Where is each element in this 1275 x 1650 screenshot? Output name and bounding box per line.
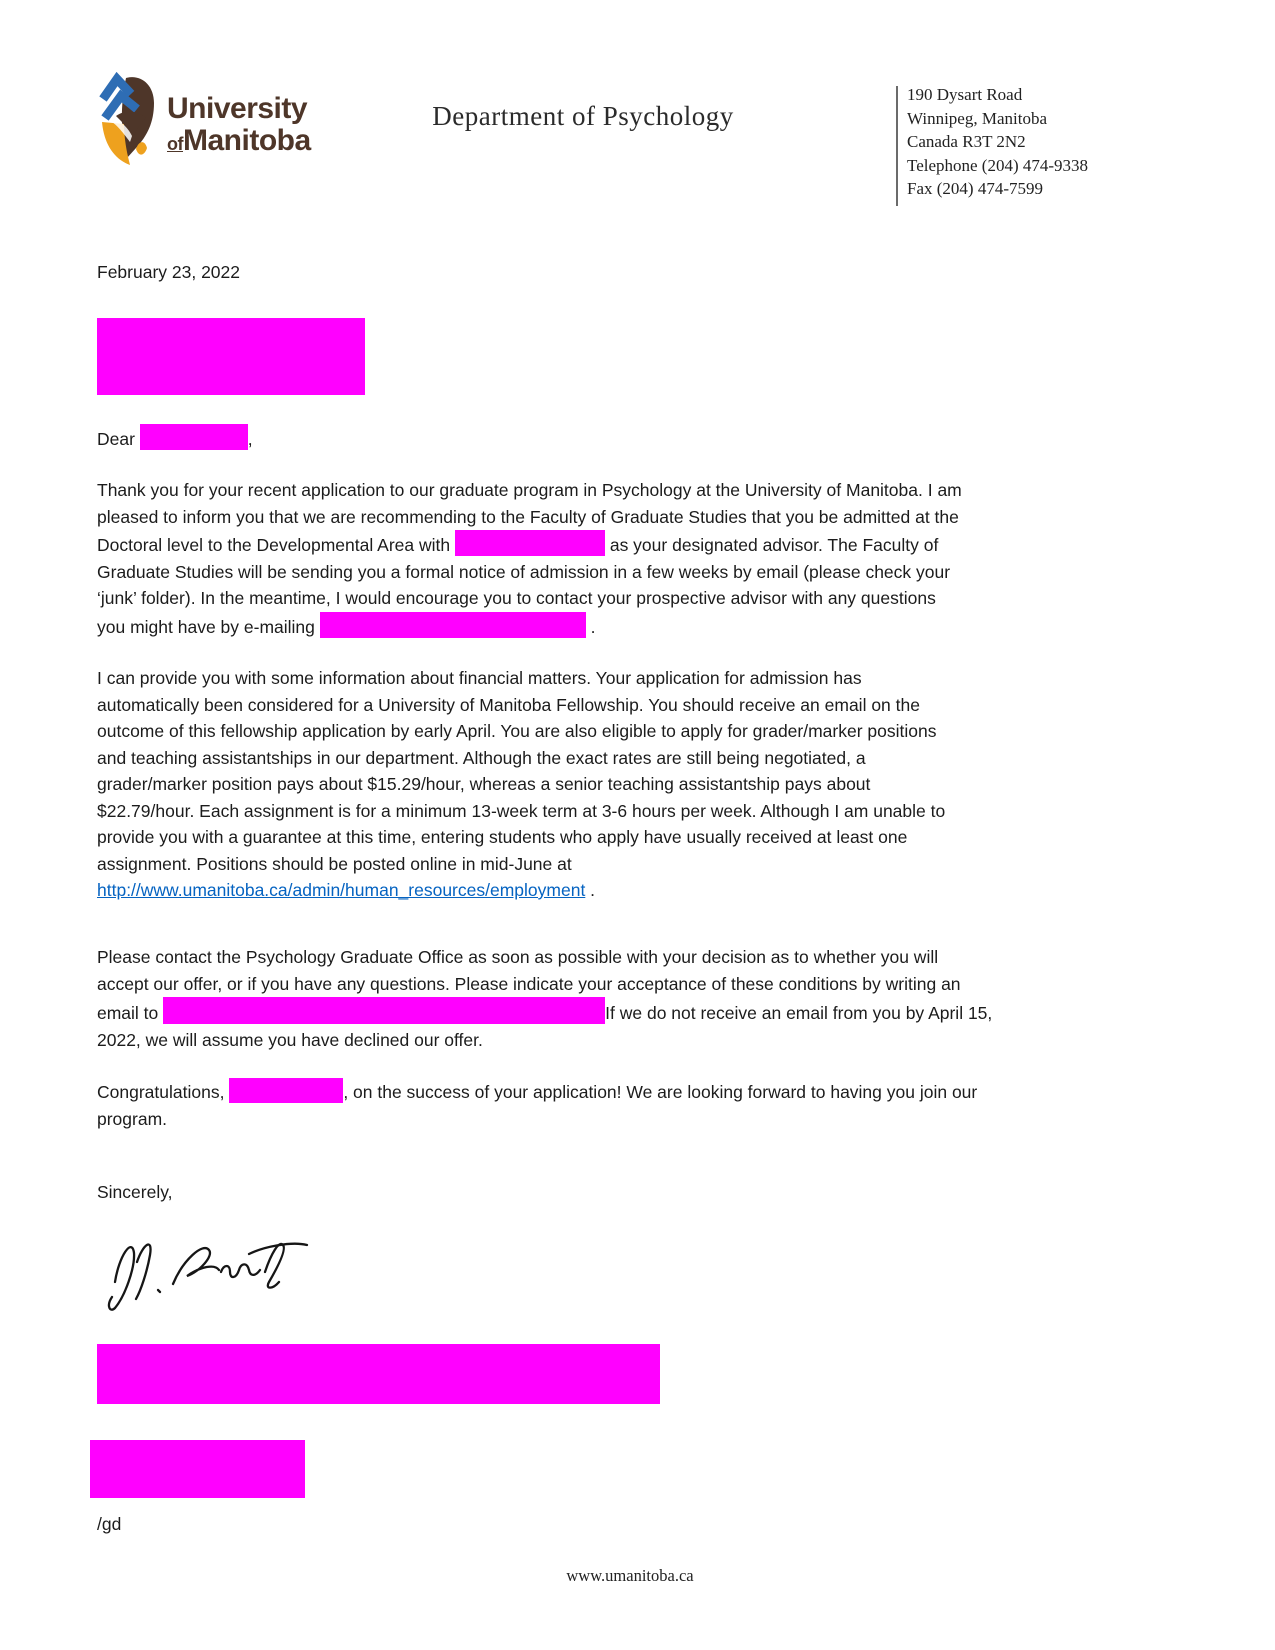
redaction-box <box>140 424 248 450</box>
text-run: $22.79/hour. Each assignment is for a minimum 13-week term at 3-6 hours per week. Although I am unable to <box>97 800 946 821</box>
paragraph-decision <box>97 944 1117 1053</box>
text-run: email to <box>97 1003 164 1023</box>
text-run: accept our offer, or if you have any questions. Please indicate your acceptance of these conditions by writing an <box>97 973 961 994</box>
typist-initials: /gd <box>97 1514 122 1534</box>
text-run: outcome of this fellowship application by early April. You are also eligible to apply for grader/marker positions <box>97 721 937 741</box>
address-line-fax: Fax (204) 474-7599 <box>907 179 1043 199</box>
text-run: Thank you for your recent application to our graduate program in Psychology at the University of Manitoba. I am <box>97 480 962 500</box>
redaction-box <box>163 997 605 1024</box>
text-run: Congratulations, <box>97 1082 230 1102</box>
address-line-postal: Canada R3T 2N2 <box>907 132 1026 152</box>
text-run: you might have by e-mailing <box>97 616 320 637</box>
text-run: Dear <box>97 429 140 449</box>
text-run: and teaching assistantships in our department. Although the exact rates are still being negotiated, a <box>97 747 866 768</box>
text-run: Doctoral level to the Developmental Area with <box>97 535 455 555</box>
text-run: , <box>247 429 253 449</box>
redaction-box <box>455 530 605 556</box>
university-shield-icon <box>96 72 158 168</box>
letter-date: February 23, 2022 <box>97 262 241 282</box>
text-run: ‘junk’ folder). In the meantime, I would encourage you to contact your prospective advisor with any questions <box>97 588 936 608</box>
text-run: automatically been considered for a University of Manitoba Fellowship. You should receive an email on the <box>97 694 920 715</box>
text-run: grader/marker position pays about $15.29/hour, whereas a senior teaching assistantship pays about <box>97 774 871 794</box>
signature-handwriting <box>103 1222 318 1322</box>
university-wordmark <box>167 72 311 168</box>
text-run: If we do not receive an email from you by April 15, <box>605 1003 993 1023</box>
text-run: provide you with a guarantee at this time, entering students who apply have usually received at least one <box>97 827 908 847</box>
text-run: Graduate Studies will be sending you a formal notice of admission in a few weeks by email (please check your <box>97 561 951 582</box>
address-line-telephone: Telephone (204) 474-9338 <box>907 155 1089 175</box>
wordmark-manitoba: Manitoba <box>183 123 311 157</box>
text-run: , on the success of your application! We are looking forward to having you join our <box>343 1082 978 1102</box>
redaction-contact-line <box>90 1440 305 1498</box>
text-run: I can provide you with some information about financial matters. Your application for admission has <box>97 668 862 688</box>
paragraph-financial <box>97 665 1117 904</box>
department-title: Department of Psychology <box>432 101 734 131</box>
address-block <box>907 83 1088 201</box>
employment-url-link[interactable]: http://www.umanitoba.ca/admin/human_resources/employment <box>97 880 586 900</box>
wordmark-line2 <box>167 125 311 157</box>
closing-line: Sincerely, <box>97 1182 173 1202</box>
text-run: as your designated advisor. The Faculty of <box>604 535 939 555</box>
salutation-line <box>97 424 1117 453</box>
paragraph-admission <box>97 477 1117 640</box>
address-divider <box>896 86 898 206</box>
paragraph-congratulations <box>97 1078 1117 1132</box>
redaction-box <box>229 1078 343 1103</box>
text-run: 2022, we will assume you have declined our offer. <box>97 1029 483 1050</box>
text-run: assignment. Positions should be posted online in mid-June at <box>97 853 572 874</box>
address-line-city: Winnipeg, Manitoba <box>907 108 1048 128</box>
redaction-box <box>320 612 586 638</box>
text-run: . <box>585 880 596 900</box>
university-logo <box>96 72 311 168</box>
text-run: Please contact the Psychology Graduate Office as soon as possible with your decision as to whether you will <box>97 947 939 967</box>
address-line-street: 190 Dysart Road <box>907 85 1023 104</box>
wordmark-of: of <box>167 133 183 154</box>
wordmark-line1: University <box>167 92 308 125</box>
redaction-recipient-address <box>97 318 365 395</box>
redaction-signer-name-title <box>97 1344 660 1404</box>
text-run: . <box>585 616 596 637</box>
text-run: pleased to inform you that we are recommending to the Faculty of Graduate Studies that you be admitted at the <box>97 506 959 527</box>
text-run: program. <box>97 1108 168 1129</box>
footer-url: www.umanitoba.ca <box>566 1566 694 1585</box>
